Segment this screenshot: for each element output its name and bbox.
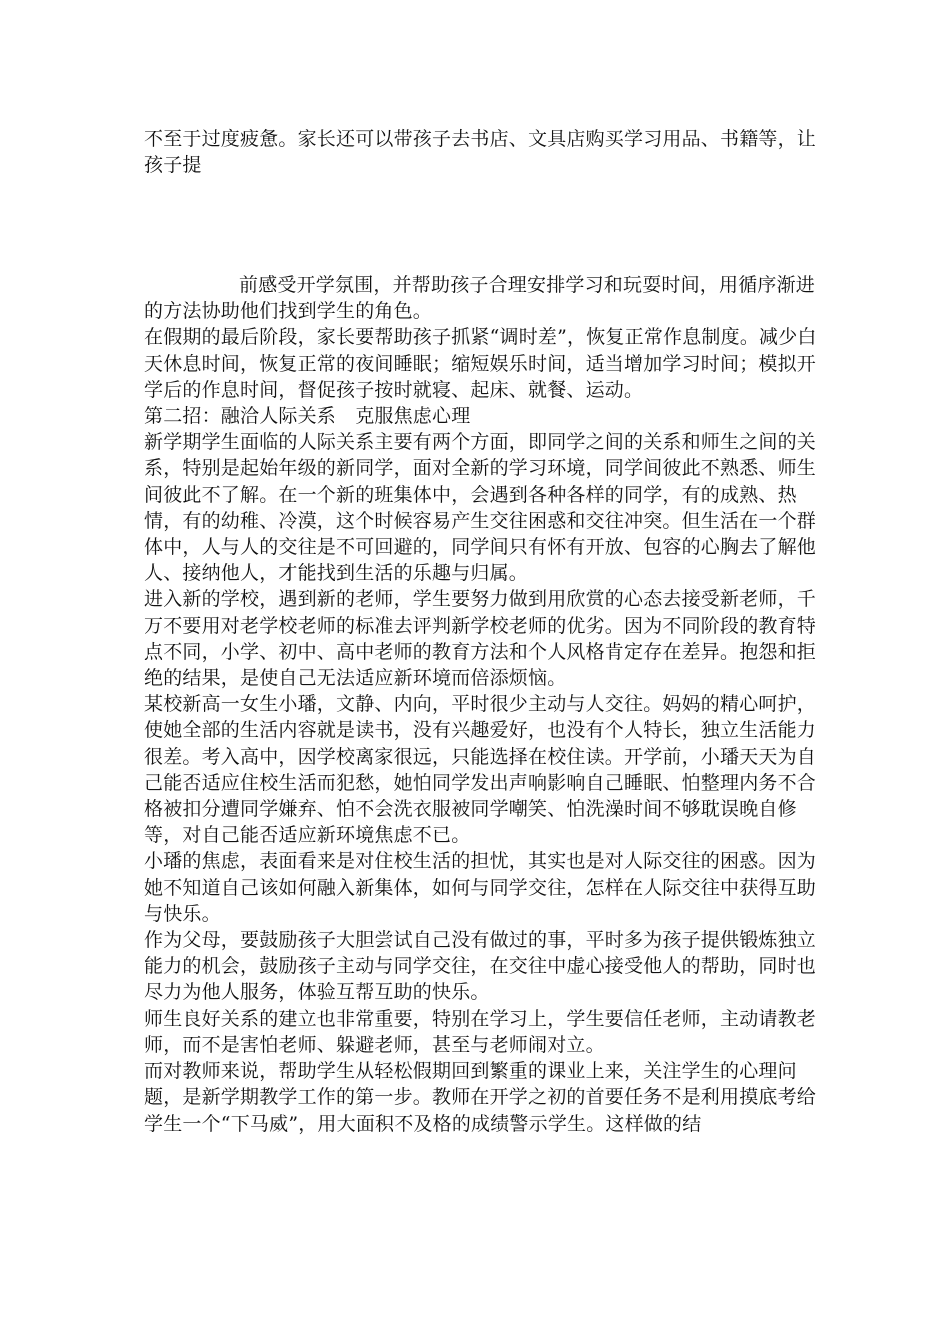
paragraph-2: 在假期的最后阶段，家长要帮助孩子抓紧“调时差”，恢复正常作息制度。减少白天休息时间，恢复正常的夜间睡眠；缩短娱乐时间，适当增加学习时间；模拟开学后的作息时间，督促孩子按时就寝、起床、就餐、运动。 [144, 326, 817, 401]
top-fragment-block [144, 126, 824, 178]
paragraph-3: 新学期学生面临的人际关系主要有两个方面，即同学之间的关系和师生之间的关系，特别是起始年级的新同学，面对全新的学习环境，同学间彼此不熟悉、师生间彼此不了解。在一个新的班集体中，会遇到各种各样的同学，有的成熟、热情，有的幼稚、冷漠，这个时候容易产生交往困惑和交往冲突。但生活在一个群体中，人与人的交往是不可回避的，同学间只有怀有开放、包容的心胸去了解他人、接纳他人，才能找到生活的乐趣与归属。 [144, 431, 817, 585]
main-text-block [144, 272, 824, 1137]
paragraph-6: 小璠的焦虑，表面看来是对住校生活的担忧，其实也是对人际交往的困惑。因为她不知道自己该如何融入新集体，如何与同学交往，怎样在人际交往中获得互助与快乐。 [144, 850, 817, 925]
paragraph-5: 某校新高一女生小璠，文静、内向，平时很少主动与人交往。妈妈的精心呵护，使她全部的生活内容就是读书，没有兴趣爱好，也没有个人特长，独立生活能力很差。考入高中，因学校离家很远，只能选择在校住读。开学前，小璠天天为自己能否适应住校生活而犯愁，她怕同学发出声响影响自己睡眠、怕整理内务不合格被扣分遭同学嫌弃、怕不会洗衣服被同学嘲笑、怕洗澡时间不够耽误晚自修等，对自己能否适应新环境焦虑不已。 [144, 693, 817, 847]
section-heading: 第二招：融洽人际关系 克服焦虑心理 [144, 405, 471, 428]
paragraph-1: 前感受开学氛围，并帮助孩子合理安排学习和玩耍时间，用循序渐进的方法协助他们找到学生的角色。 [144, 274, 816, 323]
paragraph-4: 进入新的学校，遇到新的老师，学生要努力做到用欣赏的心态去接受新老师，千万不要用对老学校老师的标准去评判新学校老师的优劣。因为不同阶段的教育特点不同，小学、初中、高中老师的教育方法和个人风格肯定存在差异。抱怨和拒绝的结果，是使自己无法适应新环境而倍添烦恼。 [144, 588, 817, 690]
paragraph-9: 而对教师来说，帮助学生从轻松假期回到繁重的课业上来，关注学生的心理问题，是新学期教学工作的第一步。教师在开学之初的首要任务不是利用摸底考给学生一个“下马威”，用大面积不及格的成绩警示学生。这样做的结 [144, 1060, 817, 1135]
top-fragment-paragraph: 不至于过度疲惫。家长还可以带孩子去书店、文具店购买学习用品、书籍等，让孩子提 [144, 128, 817, 177]
paragraph-7: 作为父母，要鼓励孩子大胆尝试自己没有做过的事，平时多为孩子提供锻炼独立能力的机会，鼓励孩子主动与同学交往，在交往中虚心接受他人的帮助，同时也尽力为他人服务，体验互帮互助的快乐。 [144, 929, 817, 1004]
paragraph-8: 师生良好关系的建立也非常重要，特别在学习上，学生要信任老师，主动请教老师，而不是害怕老师、躲避老师，甚至与老师闹对立。 [144, 1007, 817, 1056]
